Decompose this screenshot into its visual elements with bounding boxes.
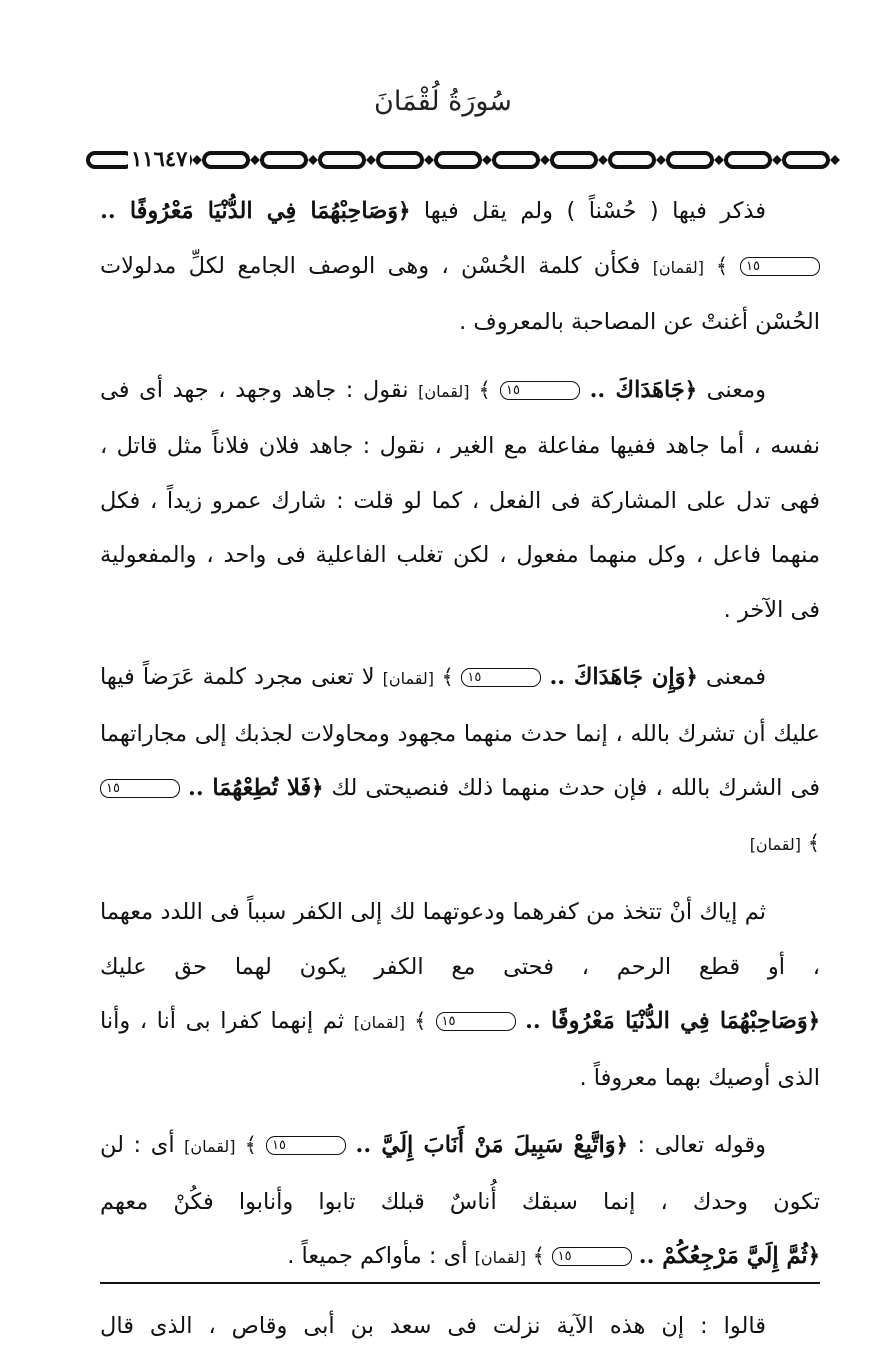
text-run: نقول : جاهد وجهد ، جهد أى فى نفسه ، أما جاهد ففيها مفاعلة مع الغير ، نقول : جاهد فلان فلاناً مثل قاتل ، فهى تدل على المشاركة فى الفعل ، كما لو قلت : شارك عمرو زيداً ، فكل منهما فاعل ، وكل منهما مفعول ، لكن تغلب الفاعلية فى واحد ، والمفعولية فى الآخر . xyxy=(100,377,820,623)
ayah-number: ١٥ xyxy=(100,779,180,798)
chain-diamond xyxy=(772,155,782,165)
quran-verse: ﴿جَاهَدَاكَ .. xyxy=(590,377,698,403)
verse-close-bracket: ﴾ xyxy=(526,1244,552,1268)
surah-reference: [لقمان] xyxy=(418,382,469,401)
text-run: ثم إياك أنْ تتخذ من كفرهما ودعوتهما لك إلى الكفر سبباً فى اللدد معهما ، أو قطع الرحم ، فحتى مع الكفر يكون لهما حق عليك xyxy=(100,899,820,980)
chain-link xyxy=(668,153,712,167)
verse-close-bracket: ﴾ xyxy=(235,1133,266,1157)
chain-link xyxy=(610,153,654,167)
ayah-number: ١٥ xyxy=(552,1247,632,1266)
quran-verse: ﴿وَصَاحِبْهُمَا فِي الدُّنْيَا مَعْرُوفًا .. xyxy=(100,198,410,224)
surah-reference: [لقمان] xyxy=(750,835,801,854)
ayah-number: ١٥ xyxy=(500,381,580,400)
surah-reference: [لقمان] xyxy=(653,258,704,277)
quran-verse: ﴿وَإِن جَاهَدَاكَ .. xyxy=(549,664,697,690)
quran-verse-text: ثُمَّ إِلَيَّ مَرْجِعُكُمْ .. xyxy=(639,1243,808,1269)
chain-link xyxy=(494,153,538,167)
text-run: أى : لن تكون وحدك ، إنما سبقك أُناسٌ قبلك تابوا وأنابوا فكُنْ معهم xyxy=(100,1132,820,1215)
chain-link xyxy=(204,153,248,167)
footer-rule xyxy=(100,1282,820,1284)
text-run: وقوله تعالى : xyxy=(628,1132,766,1158)
chain-link xyxy=(552,153,596,167)
text-run: فكأن كلمة الحُسْن ، وهى الوصف الجامع لكلِّ مدلولات الحُسْن أغنتْ عن المصاحبة بالمعروف . xyxy=(100,253,820,336)
chain-ornament xyxy=(86,146,860,174)
verse-close-bracket: ﴾ xyxy=(704,254,740,278)
chain-diamond xyxy=(424,155,434,165)
quran-verse: ﴿فَلا تُطِعْهُمَا .. xyxy=(188,775,323,801)
paragraph xyxy=(100,1118,820,1286)
surah-reference: [لقمان] xyxy=(354,1013,405,1032)
chain-diamond xyxy=(714,155,724,165)
quran-verse-text: وَصَاحِبْهُمَا فِي الدُّنْيَا مَعْرُوفًا .. xyxy=(525,1008,808,1034)
quran-verse: ﴿ثُمَّ إِلَيَّ مَرْجِعُكُمْ .. xyxy=(639,1243,820,1269)
chain-diamond xyxy=(250,155,260,165)
surah-reference: [لقمان] xyxy=(475,1248,526,1267)
chain-link xyxy=(320,153,364,167)
chain-diamond xyxy=(656,155,666,165)
page-number: ١١٦٤٧ xyxy=(128,144,190,174)
text-run: أى : مأواكم جميعاً . xyxy=(287,1243,474,1269)
paragraph xyxy=(100,363,820,638)
text-run: قالوا : إن هذه الآية نزلت فى سعد بن أبى وقاص ، الذى قال xyxy=(100,1313,766,1339)
body-text xyxy=(100,184,820,1264)
quran-verse-text: جَاهَدَاكَ .. xyxy=(590,377,685,403)
verse-close-bracket: ﴾ xyxy=(469,378,500,402)
chain-diamond xyxy=(482,155,492,165)
text-run: فمعنى xyxy=(698,664,766,690)
paragraph xyxy=(100,650,820,872)
chain-diamond xyxy=(308,155,318,165)
quran-verse-text: وَإِن جَاهَدَاكَ .. xyxy=(549,664,685,690)
chain-diamond xyxy=(192,155,202,165)
quran-verse-text: وَاتَّبِعْ سَبِيلَ مَنْ أَنَابَ إِلَيَّ .. xyxy=(356,1132,616,1158)
quran-verse: ﴿وَصَاحِبْهُمَا فِي الدُّنْيَا مَعْرُوفًا .. xyxy=(525,1008,820,1034)
paragraph xyxy=(100,184,820,350)
quran-verse-text: فَلا تُطِعْهُمَا .. xyxy=(188,775,311,801)
text-run: فذكر فيها ( حُسْناً ) ولم يقل فيها xyxy=(410,198,766,224)
verse-close-bracket: ﴾ xyxy=(434,665,461,689)
chain-diamond xyxy=(366,155,376,165)
quran-verse-text: وَصَاحِبْهُمَا فِي الدُّنْيَا مَعْرُوفًا .. xyxy=(100,198,398,224)
chain-link xyxy=(784,153,828,167)
chain-diamond xyxy=(830,155,840,165)
verse-close-bracket: ﴾ xyxy=(801,831,820,855)
chain-link xyxy=(88,153,132,167)
surah-reference: [لقمان] xyxy=(383,669,434,688)
ayah-number: ١٥ xyxy=(266,1136,346,1155)
text-run: ومعنى xyxy=(697,377,766,403)
chain-link xyxy=(436,153,480,167)
ayah-number: ١٥ xyxy=(740,257,820,276)
chain-link xyxy=(262,153,306,167)
paragraph xyxy=(100,1299,820,1353)
chain-link xyxy=(378,153,422,167)
quran-verse: ﴿وَاتَّبِعْ سَبِيلَ مَنْ أَنَابَ إِلَيَّ .. xyxy=(356,1132,628,1158)
header-ornament-band xyxy=(86,146,860,174)
chain-diamond xyxy=(540,155,550,165)
text-run: لا تعنى مجرد كلمة عَرَضاً فيها عليك أن تشرك بالله ، إنما حدث منهما مجهود ومحاولات لجذبك إلى مجاراتهما فى الشرك بالله ، فإن حدث منهما ذلك فنصيحتى لك xyxy=(100,664,820,801)
surah-reference: [لقمان] xyxy=(184,1137,235,1156)
paragraph xyxy=(100,885,820,1105)
chain-link xyxy=(726,153,770,167)
verse-close-bracket: ﴾ xyxy=(405,1009,436,1033)
ayah-number: ١٥ xyxy=(436,1012,516,1031)
ayah-number: ١٥ xyxy=(461,668,541,687)
chain-diamond xyxy=(598,155,608,165)
surah-title: سُورَةُ لُقْمَانَ xyxy=(0,86,886,117)
text-run: ثم إنهما كفرا بى أنا ، وأنا الذى أوصيك بهما معروفاً . xyxy=(100,1008,820,1091)
